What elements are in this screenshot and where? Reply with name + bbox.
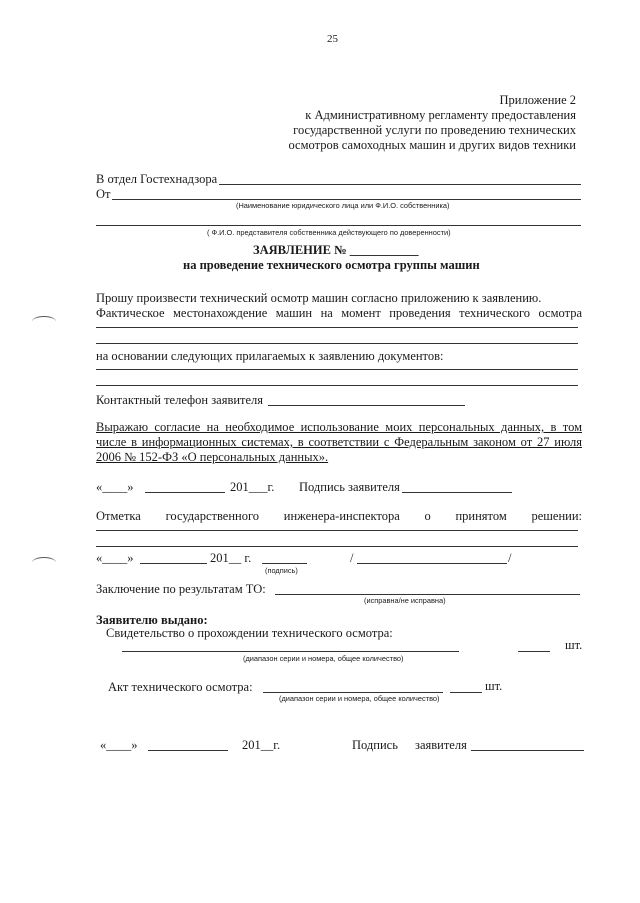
certificate-unit: шт. bbox=[565, 638, 583, 652]
conclusion-field[interactable] bbox=[275, 594, 580, 595]
signature-label: Подпись заявителя bbox=[299, 480, 400, 494]
inspector-name-field[interactable] bbox=[357, 563, 507, 564]
slash-left: / bbox=[350, 551, 354, 565]
act-range-caption: (диапазон серии и номера, общее количество) bbox=[279, 694, 440, 703]
conclusion-caption: (исправна/не исправна) bbox=[364, 596, 446, 605]
inspector-word: государственного bbox=[165, 509, 260, 523]
inspector-date-month[interactable] bbox=[140, 563, 207, 564]
date-day-field[interactable]: «____» bbox=[96, 480, 134, 494]
signature-field[interactable] bbox=[402, 492, 512, 493]
inspector-decision-field-1[interactable] bbox=[96, 530, 578, 531]
phone-field[interactable] bbox=[268, 405, 465, 406]
department-label: В отдел Гостехнадзора bbox=[96, 172, 218, 186]
consent-text: Выражаю согласие на необходимое использование моих персональных данных, в том bbox=[96, 420, 582, 434]
department-field[interactable] bbox=[219, 184, 581, 185]
slash-right: / bbox=[508, 551, 512, 565]
location-field-2[interactable] bbox=[96, 343, 578, 344]
representative-field[interactable] bbox=[96, 225, 581, 226]
footer-signature-field[interactable] bbox=[471, 750, 584, 751]
document-title: ЗАЯВЛЕНИЕ № ___________ bbox=[253, 243, 419, 257]
act-range-field[interactable] bbox=[263, 692, 443, 693]
inspector-decision-field-2[interactable] bbox=[96, 546, 578, 547]
inspector-word: Отметка bbox=[96, 509, 141, 523]
footer-date-day[interactable]: «____» bbox=[100, 738, 138, 752]
footer-signature-label: Подпись bbox=[352, 738, 398, 752]
footer-applicant-label: заявителя bbox=[415, 738, 467, 752]
consent-text: 2006 № 152-ФЗ «О персональных данных». bbox=[96, 450, 329, 464]
documents-label: на основании следующих прилагаемых к заявлению документов: bbox=[96, 349, 444, 363]
consent-text: числе в информационных системах, в соответствии с Федеральным законом от 27 июля bbox=[96, 435, 582, 449]
inspector-word: решении: bbox=[531, 509, 582, 523]
from-label: От bbox=[96, 187, 111, 201]
footer-date-month[interactable] bbox=[148, 750, 228, 751]
documents-field-2[interactable] bbox=[96, 385, 578, 386]
inspector-date-day[interactable]: «____» bbox=[96, 551, 134, 565]
conclusion-label: Заключение по результатам ТО: bbox=[96, 582, 266, 596]
document-subtitle: на проведение технического осмотра группы машин bbox=[183, 258, 480, 272]
location-label: Фактическое местонахождение машин на момент проведения технического осмотра bbox=[96, 306, 582, 320]
footer-date-year[interactable]: 201__г. bbox=[242, 738, 281, 752]
appendix-line: государственной услуги по проведению технических bbox=[293, 123, 576, 137]
location-field-1[interactable] bbox=[96, 327, 578, 328]
act-count-field[interactable] bbox=[450, 692, 482, 693]
certificate-range-field[interactable] bbox=[122, 651, 459, 652]
appendix-line: к Административному регламенту предоставления bbox=[305, 108, 576, 122]
from-caption: (Наименование юридического лица или Ф.И.О. собственника) bbox=[236, 201, 450, 210]
binding-mark bbox=[32, 557, 56, 568]
certificate-label: Свидетельство о прохождении технического осмотра: bbox=[106, 626, 393, 640]
from-field[interactable] bbox=[112, 199, 581, 200]
certificate-range-caption: (диапазон серии и номера, общее количество) bbox=[243, 654, 404, 663]
issued-heading: Заявителю выдано: bbox=[96, 613, 208, 627]
inspector-date-year[interactable]: 201__ г. bbox=[210, 551, 252, 565]
act-unit: шт. bbox=[485, 679, 503, 693]
inspector-mark-label bbox=[96, 509, 582, 523]
documents-field-1[interactable] bbox=[96, 369, 578, 370]
page-number: 25 bbox=[327, 33, 338, 45]
certificate-count-field[interactable] bbox=[518, 651, 550, 652]
date-year-field[interactable]: 201___г. bbox=[230, 480, 275, 494]
request-text: Прошу произвести технический осмотр машин согласно приложению к заявлению. bbox=[96, 291, 542, 305]
inspector-signature-field[interactable] bbox=[262, 563, 307, 564]
inspector-signature-caption: (подпись) bbox=[265, 566, 298, 575]
binding-mark bbox=[32, 316, 56, 327]
representative-caption: ( Ф.И.О. представителя собственника действующего по доверенности) bbox=[207, 228, 451, 237]
act-label: Акт технического осмотра: bbox=[108, 680, 253, 694]
phone-label: Контактный телефон заявителя bbox=[96, 393, 264, 407]
appendix-line: осмотров самоходных машин и других видов техники bbox=[288, 138, 576, 152]
inspector-word: о bbox=[424, 509, 431, 523]
inspector-word: инженера-инспектора bbox=[283, 509, 400, 523]
date-month-field[interactable] bbox=[145, 492, 225, 493]
appendix-title: Приложение 2 bbox=[499, 93, 576, 107]
inspector-word: принятом bbox=[455, 509, 507, 523]
